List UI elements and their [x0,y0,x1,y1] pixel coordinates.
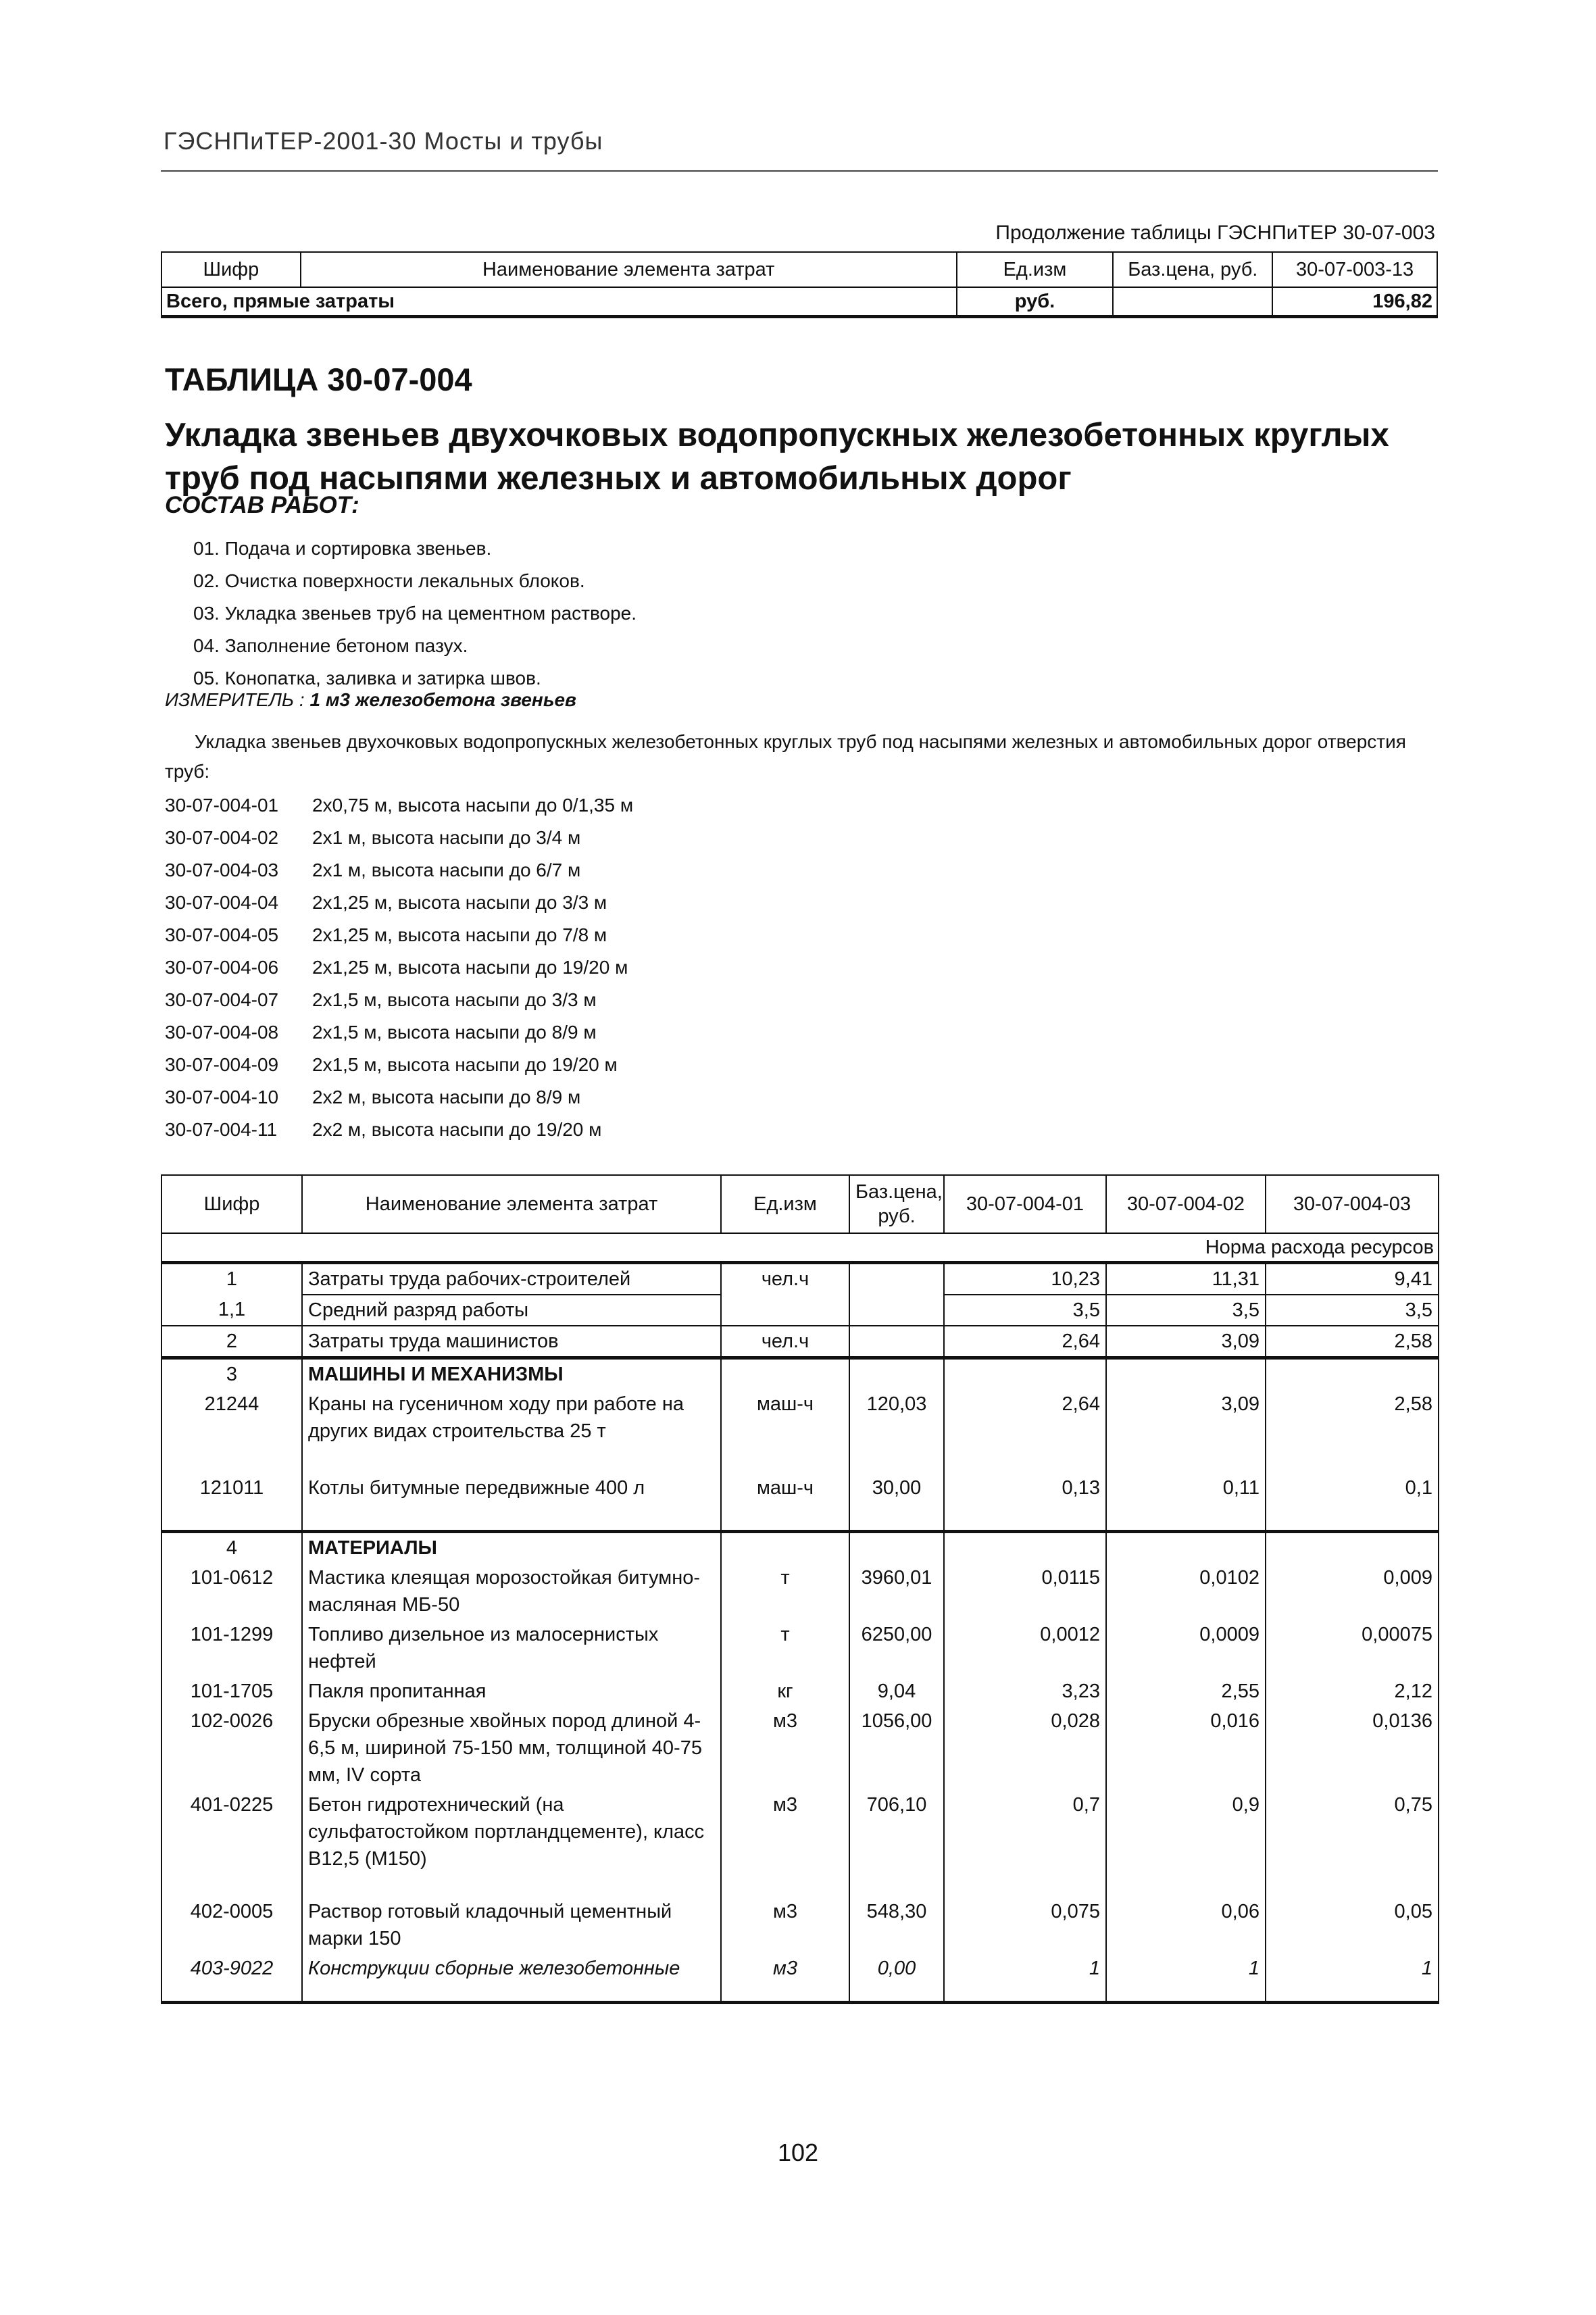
row-value-3: 0,75 [1266,1790,1439,1897]
row-name: МАШИНЫ И МЕХАНИЗМЫ [302,1358,721,1390]
header-cell: 30-07-004-03 [1266,1175,1439,1233]
row-unit [721,1358,849,1390]
row-price [849,1532,944,1564]
row-code: 401-0225 [161,1790,302,1897]
table-row [161,1563,1439,1620]
variant-text: 2х1 м, высота насыпи до 6/7 м [312,860,581,880]
row-code: 121011 [161,1446,302,1532]
measure-label: ИЗМЕРИТЕЛЬ : [165,689,305,710]
variant-code: 30-07-004-01 [165,795,279,816]
norm-caption: Норма расхода ресурсов [161,1233,1439,1263]
row-value-2: 0,0102 [1106,1563,1266,1620]
row-value-3: 2,58 [1266,1326,1439,1358]
row-code: 3 [161,1358,302,1390]
table-row [161,1897,1439,1953]
row-unit: т [721,1620,849,1676]
row-code: 101-1299 [161,1620,302,1676]
row-value-2 [1106,1532,1266,1564]
variant-code: 30-07-004-07 [165,989,279,1010]
row-value-2: 0,9 [1106,1790,1266,1897]
continuation-table [161,251,1438,318]
row-code: 101-1705 [161,1676,302,1706]
row-unit: м3 [721,1897,849,1953]
row-price: 0,00 [849,1953,944,2003]
row-value-1: 2,64 [944,1326,1106,1358]
variant-code: 30-07-004-06 [165,957,279,978]
variant-code: 30-07-004-05 [165,924,279,945]
variant-text: 2х1,5 м, высота насыпи до 8/9 м [312,1022,597,1043]
row-name: Раствор готовый кладочный цементный марки 150 [302,1897,721,1953]
header-cell: Ед.изм [721,1175,849,1233]
header-cell: 30-07-004-01 [944,1175,1106,1233]
row-value-3 [1266,1532,1439,1564]
table-row [161,1790,1439,1897]
row-value-1: 0,075 [944,1897,1106,1953]
row-value-2: 3,09 [1106,1326,1266,1358]
row-name: Затраты труда машинистов [302,1326,721,1358]
row-name: Котлы битумные передвижные 400 л [302,1446,721,1532]
row-name: Средний разряд работы [302,1295,721,1326]
row-value-2: 2,55 [1106,1676,1266,1706]
work-item: 04. Заполнение бетоном пазух. [193,635,468,656]
row-value-3 [1266,1358,1439,1390]
row-unit: м3 [721,1953,849,2003]
row-code: 403-9022 [161,1953,302,2003]
row-name: МАТЕРИАЛЫ [302,1532,721,1564]
variant-item [165,789,633,822]
row-value-2: 11,31 [1106,1263,1266,1295]
row-code: 102-0026 [161,1706,302,1790]
variant-code: 30-07-004-03 [165,860,279,880]
header-cell: 30-07-003-13 [1272,252,1437,287]
header-cell: Ед.изм [957,252,1114,287]
variant-text: 2х2 м, высота насыпи до 19/20 м [312,1119,602,1140]
row-price [849,1358,944,1390]
row-price [849,1295,944,1326]
row-code: 21244 [161,1389,302,1446]
row-price: 30,00 [849,1446,944,1532]
work-item: 03. Укладка звеньев труб на цементном растворе. [193,603,637,624]
variant-text: 2х1,5 м, высота насыпи до 19/20 м [312,1054,618,1075]
header-divider [161,170,1438,172]
row-value-1: 3,5 [944,1295,1106,1326]
variant-item [165,919,633,951]
row-value-2 [1106,1358,1266,1390]
row-price [849,1263,944,1295]
table-row [161,1676,1439,1706]
variant-text: 2х1,5 м, высота насыпи до 3/3 м [312,989,597,1010]
row-value-1 [944,1358,1106,1390]
variant-code: 30-07-004-10 [165,1087,279,1107]
row-unit: кг [721,1676,849,1706]
row-value-1 [944,1532,1106,1564]
page-number: 102 [777,2139,819,2166]
header-cell: Баз.цена, руб. [849,1175,944,1233]
row-unit: чел.ч [721,1326,849,1358]
variant-item [165,1114,633,1146]
row-value-3: 0,05 [1266,1897,1439,1953]
works-list [193,532,637,695]
row-value-1: 0,0115 [944,1563,1106,1620]
row-value-2: 1 [1106,1953,1266,2003]
variant-item [165,951,633,984]
row-value-2: 3,5 [1106,1295,1266,1326]
work-item: 02. Очистка поверхности лекальных блоков. [193,570,585,591]
total-label: Всего, прямые затраты [161,287,957,317]
header-cell: Шифр [161,252,301,287]
row-value-1: 0,13 [944,1446,1106,1532]
row-code: 1 [161,1263,302,1295]
total-unit: руб. [957,287,1114,317]
variants-list [165,789,633,1146]
row-value-2: 3,09 [1106,1389,1266,1446]
row-name: Конструкции сборные железобетонные [302,1953,721,2003]
variant-text: 2х1,25 м, высота насыпи до 7/8 м [312,924,607,945]
row-unit: м3 [721,1790,849,1897]
header-cell: 30-07-004-02 [1106,1175,1266,1233]
row-unit [721,1532,849,1564]
row-value-3: 0,00075 [1266,1620,1439,1676]
row-unit: маш-ч [721,1446,849,1532]
row-price: 1056,00 [849,1706,944,1790]
row-value-3: 2,12 [1266,1676,1439,1706]
table-row [161,1620,1439,1676]
row-price: 6250,00 [849,1620,944,1676]
running-header: ГЭСНПиТЕР-2001-30 Мосты и трубы [164,127,603,155]
works-heading: СОСТАВ РАБОТ: [165,492,359,518]
variant-text: 2х0,75 м, высота насыпи до 0/1,35 м [312,795,634,816]
row-value-1: 2,64 [944,1389,1106,1446]
row-code: 402-0005 [161,1897,302,1953]
measure-unit: 1 м3 железобетона звеньев [309,689,576,710]
row-value-3: 0,009 [1266,1563,1439,1620]
table-row [161,1389,1439,1446]
variant-item [165,1081,633,1114]
work-item: 01. Подача и сортировка звеньев. [193,538,492,559]
header-cell: Наименование элемента затрат [301,252,957,287]
row-unit: м3 [721,1706,849,1790]
header-cell: Баз.цена, руб. [1113,252,1272,287]
row-unit: чел.ч [721,1263,849,1295]
table-row [161,1446,1439,1532]
variant-code: 30-07-004-09 [165,1054,279,1075]
row-value-2: 0,0009 [1106,1620,1266,1676]
row-code: 1,1 [161,1295,302,1326]
row-name: Мастика клеящая морозостойкая битумно-масляная МБ-50 [302,1563,721,1620]
row-price [849,1326,944,1358]
row-value-3: 3,5 [1266,1295,1439,1326]
row-value-1: 0,028 [944,1706,1106,1790]
resources-header-row [161,1175,1439,1233]
variant-item [165,887,633,919]
row-name: Бруски обрезные хвойных пород длиной 4-6,5 м, шириной 75-150 мм, толщиной 40-75 мм, IV сорта [302,1706,721,1790]
variant-text: 2х2 м, высота насыпи до 8/9 м [312,1087,581,1107]
measure-line [165,689,576,711]
continuation-caption: Продолжение таблицы ГЭСНПиТЕР 30-07-003 [995,222,1435,244]
table-row [161,1326,1439,1358]
table-row [161,1953,1439,2003]
row-value-3: 0,0136 [1266,1706,1439,1790]
row-value-1: 0,7 [944,1790,1106,1897]
variant-item [165,1016,633,1049]
variant-item [165,984,633,1016]
row-unit: маш-ч [721,1389,849,1446]
variant-item [165,1049,633,1081]
row-value-2: 0,016 [1106,1706,1266,1790]
header-cell: Наименование элемента затрат [302,1175,721,1233]
variant-item [165,822,633,854]
row-name: Затраты труда рабочих-строителей [302,1263,721,1295]
row-name: Краны на гусеничном ходу при работе на других видах строительства 25 т [302,1389,721,1446]
row-code: 101-0612 [161,1563,302,1620]
row-price: 548,30 [849,1897,944,1953]
row-price: 9,04 [849,1676,944,1706]
norm-caption-row [161,1233,1439,1263]
total-value: 196,82 [1272,287,1437,317]
section-row-materials [161,1532,1439,1564]
variant-text: 2х1 м, высота насыпи до 3/4 м [312,827,581,848]
variant-code: 30-07-004-08 [165,1022,279,1043]
variant-code: 30-07-004-02 [165,827,279,848]
row-price: 706,10 [849,1790,944,1897]
row-value-1: 0,0012 [944,1620,1106,1676]
row-value-3: 2,58 [1266,1389,1439,1446]
variant-code: 30-07-004-11 [165,1119,278,1140]
row-value-3: 0,1 [1266,1446,1439,1532]
row-value-3: 1 [1266,1953,1439,2003]
resources-table [161,1174,1439,2004]
row-value-1: 3,23 [944,1676,1106,1706]
row-value-1: 10,23 [944,1263,1106,1295]
row-unit: т [721,1563,849,1620]
row-value-2: 0,06 [1106,1897,1266,1953]
row-price: 3960,01 [849,1563,944,1620]
total-price [1113,287,1272,317]
row-name: Бетон гидротехнический (на сульфатостойком портландцементе), класс В12,5 (М150) [302,1790,721,1897]
section-row-machines [161,1358,1439,1390]
row-code: 2 [161,1326,302,1358]
row-name: Пакля пропитанная [302,1676,721,1706]
row-value-2: 0,11 [1106,1446,1266,1532]
row-code: 4 [161,1532,302,1564]
row-unit [721,1295,849,1326]
variant-text: 2х1,25 м, высота насыпи до 3/3 м [312,892,607,913]
table-subtitle: Укладка звеньев двухочковых водопропускных железобетонных круглых труб под насыпями железных и автомобильных дорог [165,417,1389,497]
table-row [161,1295,1439,1326]
variant-item [165,854,633,887]
total-row [161,287,1437,317]
row-name: Топливо дизельное из малосернистых нефтей [302,1620,721,1676]
work-item: 05. Конопатка, заливка и затирка швов. [193,668,541,689]
intro-paragraph: Укладка звеньев двухочковых водопропускных железобетонных круглых труб под насыпями железных и автомобильных дорог отверстия труб: [165,731,1406,782]
continuation-header-row [161,252,1437,287]
variant-code: 30-07-004-04 [165,892,279,913]
variant-text: 2х1,25 м, высота насыпи до 19/20 м [312,957,628,978]
table-row [161,1263,1439,1295]
row-price: 120,03 [849,1389,944,1446]
row-value-1: 1 [944,1953,1106,2003]
table-title: ТАБЛИЦА 30-07-004 [165,362,472,397]
row-value-3: 9,41 [1266,1263,1439,1295]
header-cell: Шифр [161,1175,302,1233]
table-row [161,1706,1439,1790]
